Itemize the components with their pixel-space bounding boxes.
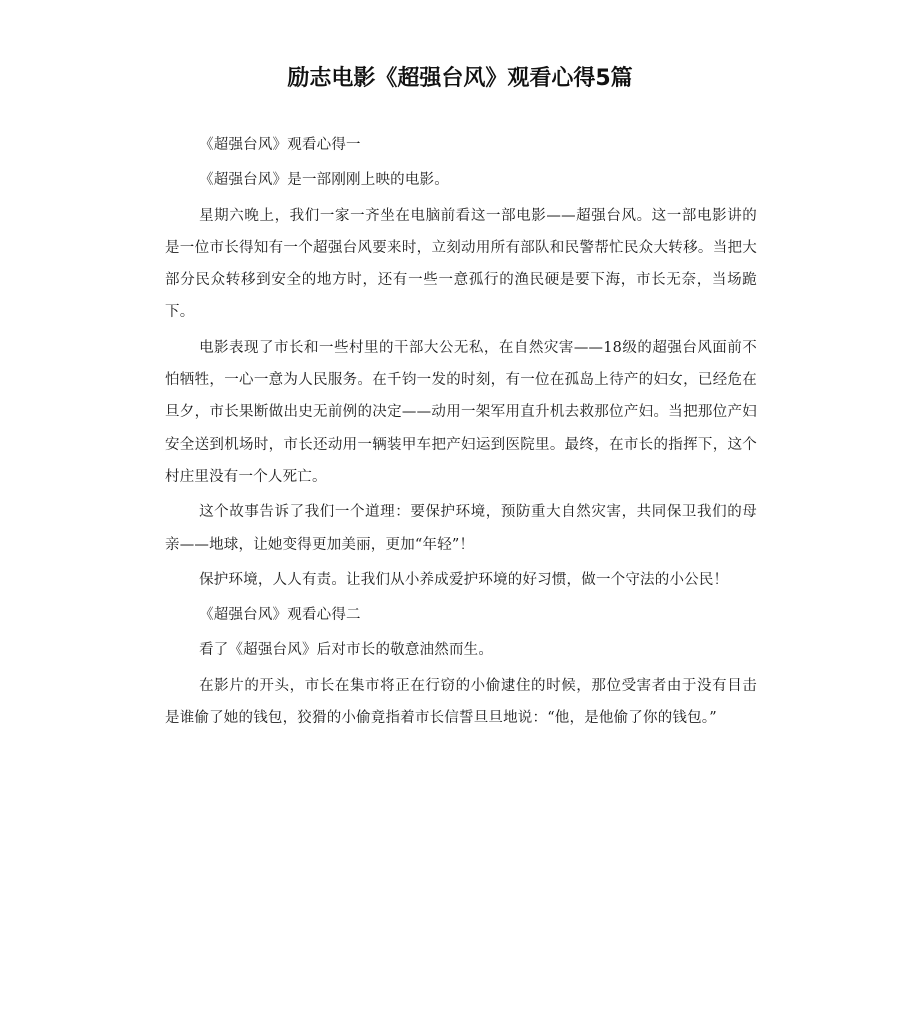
paragraph: 保护环境，人人有责。让我们从小养成爱护环境的好习惯，做一个守法的小公民！ [199,571,729,588]
document-title: 励志电影《超强台风》观看心得5篇 [287,66,633,91]
paragraph: 看了《超强台风》后对市长的敬意油然而生。 [199,642,494,659]
paragraph: 在影片的开头，市长在集市将正在行窃的小偷逮住的时候，那位受害者由于没有目击是谁偷了她的钱包，狡猾的小偷竟指着市长信誓旦旦地说：“他，是他偷了你的钱包。” [165,677,757,727]
paragraph-heading-2: 《超强台风》观看心得二 [199,607,361,624]
paragraph: 电影表现了市长和一些村里的干部大公无私，在自然灾害——18级的超强台风面前不怕牺牲，一心一意为人民服务。在千钧一发的时刻，有一位在孤岛上待产的妇女，已经危在旦夕，市长果断做出史无前例的决定——动用一架军用直升机去救那位产妇。当把那位产妇安全送到机场时，市长还动用一辆装甲车把产妇运到医院里。最终，在市长的指挥下，这个村庄里没有一个人死亡。 [165,339,757,485]
paragraph: 《超强台风》是一部刚刚上映的电影。 [199,172,449,189]
document-body [165,129,757,737]
paragraph: 星期六晚上，我们一家一齐坐在电脑前看这一部电影——超强台风。这一部电影讲的是一位市长得知有一个超强台风要来时，立刻动用所有部队和民警帮忙民众大转移。当把大部分民众转移到安全的地方时，还有一些一意孤行的渔民硬是要下海，市长无奈，当场跪下。 [165,207,757,321]
paragraph-heading-1: 《超强台风》观看心得一 [199,137,361,153]
paragraph: 这个故事告诉了我们一个道理：要保护环境，预防重大自然灾害，共同保卫我们的母亲——地球，让她变得更加美丽，更加“年轻”！ [165,504,757,553]
